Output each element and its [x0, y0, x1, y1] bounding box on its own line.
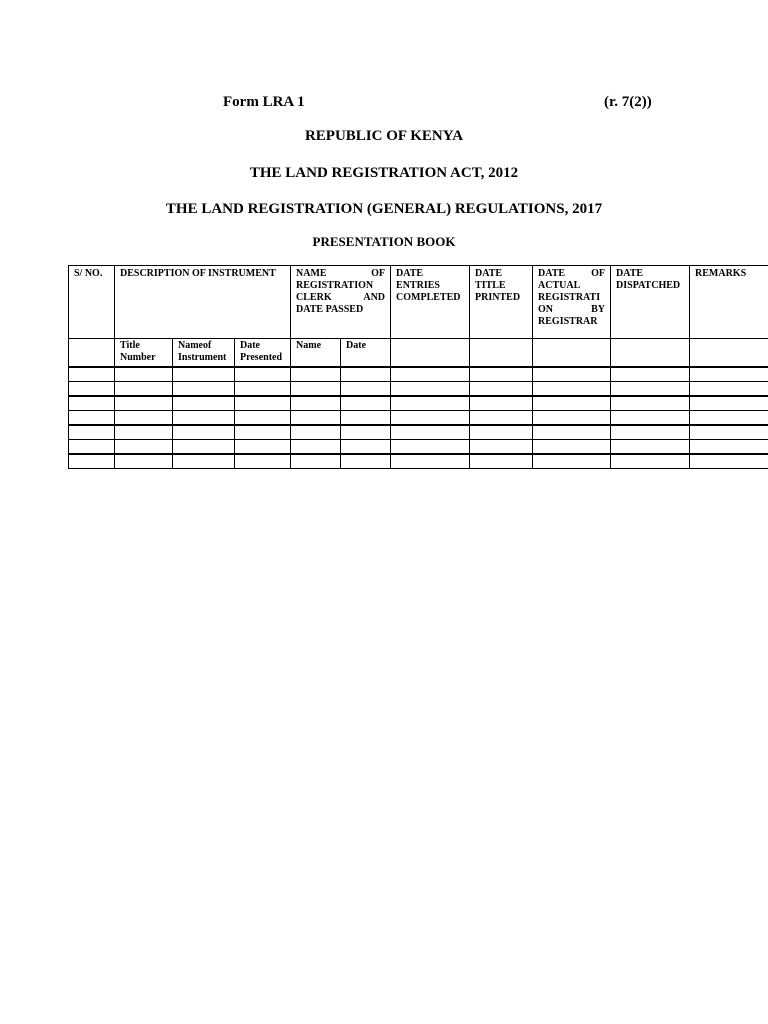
- table-cell: [69, 382, 115, 397]
- table-cell: [611, 440, 690, 455]
- subheader-empty: [611, 339, 690, 368]
- table-cell: [341, 440, 391, 455]
- table-cell: [611, 454, 690, 469]
- header-remarks: REMARKS: [690, 266, 768, 339]
- header-actual-registration: DATE OF ACTUAL REGISTRATI ON BY REGISTRAR: [533, 266, 611, 339]
- table-cell: [391, 411, 470, 426]
- table-row: [69, 396, 768, 411]
- presentation-book-table: [68, 265, 768, 469]
- table-cell: [690, 425, 768, 440]
- table-row: [69, 454, 768, 469]
- table-cell: [115, 396, 173, 411]
- table-cell: [391, 382, 470, 397]
- table-cell: [611, 382, 690, 397]
- table-cell: [115, 411, 173, 426]
- form-number: Form LRA 1: [223, 94, 305, 110]
- subheader-title-number: Title Number: [115, 339, 173, 368]
- table-cell: [611, 411, 690, 426]
- table-cell: [69, 454, 115, 469]
- table-cell: [341, 396, 391, 411]
- table-cell: [341, 367, 391, 382]
- table-cell: [69, 367, 115, 382]
- table-cell: [690, 396, 768, 411]
- subheader-empty: [69, 339, 115, 368]
- table-cell: [173, 411, 235, 426]
- table-cell: [69, 396, 115, 411]
- subheader-name-of-instrument: Nameof Instrument: [173, 339, 235, 368]
- table-cell: [690, 367, 768, 382]
- table-cell: [690, 454, 768, 469]
- table-cell: [611, 367, 690, 382]
- table-cell: [690, 440, 768, 455]
- table-cell: [391, 425, 470, 440]
- table-cell: [470, 367, 533, 382]
- subheader-empty: [533, 339, 611, 368]
- table-cell: [291, 396, 341, 411]
- table-cell: [533, 411, 611, 426]
- table-cell: [533, 396, 611, 411]
- table-cell: [470, 382, 533, 397]
- header-entries-completed: DATE ENTRIES COMPLETED: [391, 266, 470, 339]
- republic-heading: REPUBLIC OF KENYA: [304, 128, 464, 144]
- table-cell: [235, 367, 291, 382]
- table-cell: [115, 367, 173, 382]
- table-cell: [235, 396, 291, 411]
- regulations-heading: THE LAND REGISTRATION (GENERAL) REGULATIONS, 2017: [165, 201, 603, 217]
- table-row: [69, 382, 768, 397]
- table-cell: [235, 440, 291, 455]
- table-cell: [291, 454, 341, 469]
- table-cell: [115, 382, 173, 397]
- book-title: PRESENTATION BOOK: [312, 234, 456, 249]
- table-cell: [611, 425, 690, 440]
- table-cell: [115, 454, 173, 469]
- table-cell: [690, 382, 768, 397]
- table-cell: [533, 382, 611, 397]
- table-cell: [470, 411, 533, 426]
- table-cell: [235, 382, 291, 397]
- rule-reference: (r. 7(2)): [604, 94, 652, 110]
- table-cell: [235, 425, 291, 440]
- table-cell: [341, 454, 391, 469]
- table-cell: [115, 440, 173, 455]
- subheader-empty: [690, 339, 768, 368]
- table-cell: [173, 425, 235, 440]
- header-clerk: NAME OF REGISTRATION CLERK AND DATE PASSED: [291, 266, 391, 339]
- header-sno: S/ NO.: [69, 266, 115, 339]
- header-dispatched: DATE DISPATCHED: [611, 266, 690, 339]
- table-cell: [533, 454, 611, 469]
- subheader-date: Date: [341, 339, 391, 368]
- header-description: DESCRIPTION OF INSTRUMENT: [115, 266, 291, 339]
- table-cell: [291, 425, 341, 440]
- table-cell: [173, 396, 235, 411]
- table-cell: [341, 382, 391, 397]
- table-row: [69, 440, 768, 455]
- table-cell: [690, 411, 768, 426]
- table-cell: [235, 454, 291, 469]
- table-cell: [291, 440, 341, 455]
- act-heading: THE LAND REGISTRATION ACT, 2012: [249, 165, 519, 181]
- table-cell: [69, 425, 115, 440]
- table-cell: [470, 454, 533, 469]
- subheader-name: Name: [291, 339, 341, 368]
- table-cell: [533, 440, 611, 455]
- table-cell: [391, 367, 470, 382]
- subheader-date-presented: Date Presented: [235, 339, 291, 368]
- subheader-empty: [470, 339, 533, 368]
- table-cell: [69, 411, 115, 426]
- table-cell: [115, 425, 173, 440]
- table-cell: [291, 382, 341, 397]
- table-cell: [173, 382, 235, 397]
- header-title-printed: DATE TITLE PRINTED: [470, 266, 533, 339]
- table-cell: [341, 411, 391, 426]
- table-cell: [341, 425, 391, 440]
- table-cell: [470, 440, 533, 455]
- table-row: [69, 367, 768, 382]
- table-cell: [470, 425, 533, 440]
- table-cell: [533, 367, 611, 382]
- subheader-empty: [391, 339, 470, 368]
- table-row: [69, 425, 768, 440]
- table-cell: [391, 440, 470, 455]
- table-cell: [391, 396, 470, 411]
- table-cell: [533, 425, 611, 440]
- table-cell: [611, 396, 690, 411]
- table-cell: [470, 396, 533, 411]
- table-cell: [291, 411, 341, 426]
- table-cell: [391, 454, 470, 469]
- table-cell: [69, 440, 115, 455]
- table-row: [69, 411, 768, 426]
- table-cell: [173, 454, 235, 469]
- table-cell: [173, 367, 235, 382]
- table-cell: [291, 367, 341, 382]
- table-cell: [235, 411, 291, 426]
- table-cell: [173, 440, 235, 455]
